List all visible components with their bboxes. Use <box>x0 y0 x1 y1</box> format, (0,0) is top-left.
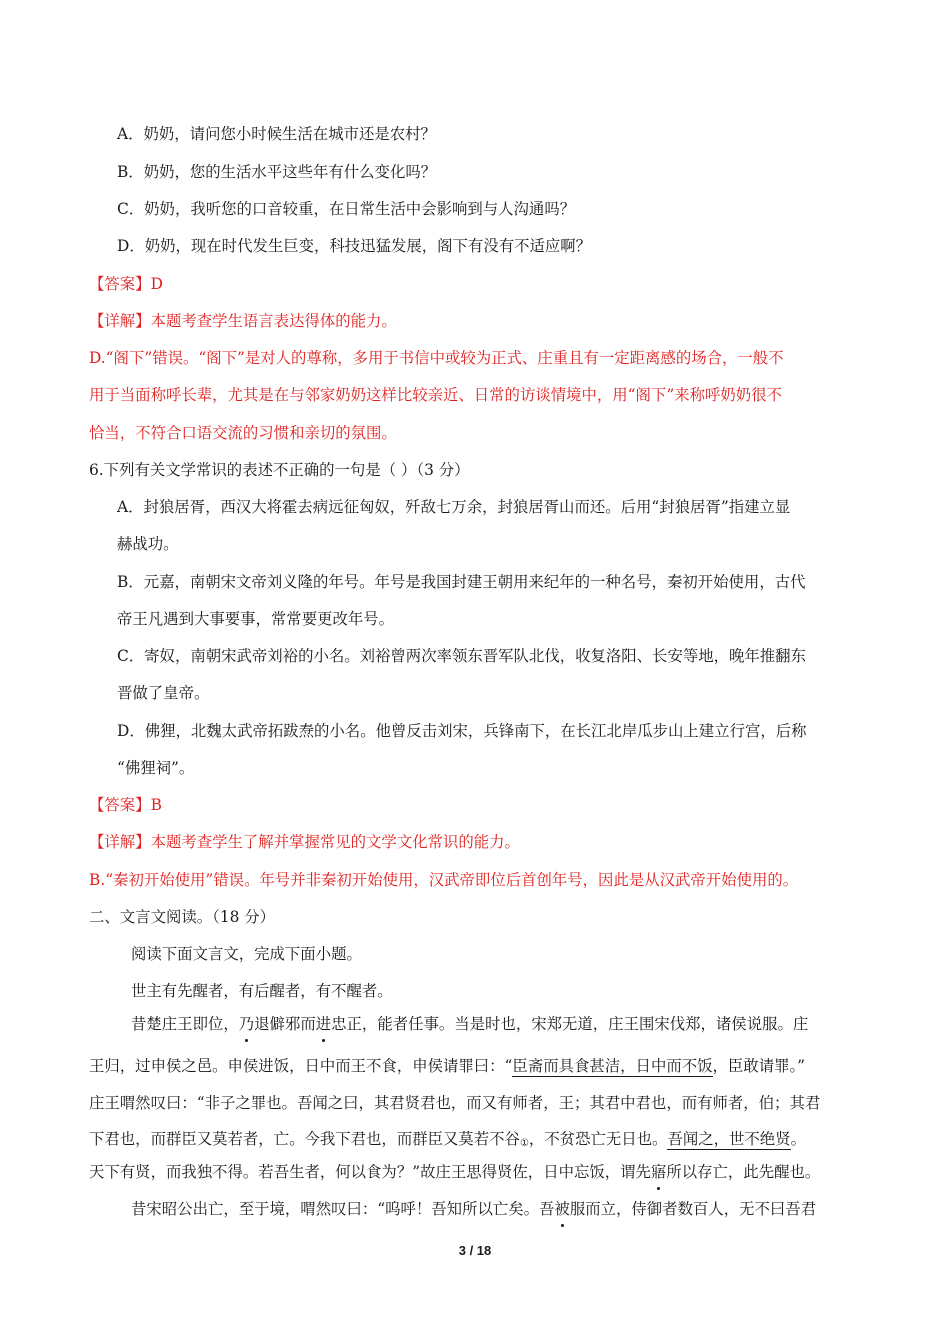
page-number: 3 / 18 <box>458 1243 492 1258</box>
q5-explanation-line-1: D.“阁下”错误。“阁下”是对人的尊称，多用于书信中或较为正式、庄重且有一定距离感的场合，一般不 <box>89 349 784 367</box>
emphasis-mark: 进 <box>315 1015 332 1033</box>
q6-explanation: B.“秦初开始使用”错误。年号并非秦初开始使用，汉武帝即位后首创年号，因此是从汉武帝开始使用的。 <box>89 871 799 889</box>
q6-option-d-line-1: D．佛狸，北魏太武帝拓跋焘的小名。他曾反击刘宋，兵锋南下，在长江北岸瓜步山上建立行宫，后称 <box>117 722 807 740</box>
q5-option-b: B．奶奶，您的生活水平这些年有什么变化吗？ <box>117 163 437 181</box>
q5-option-d: D．奶奶，现在时代发生巨变，科技迅猛发展，阁下有没有不适应啊？ <box>117 237 592 255</box>
q6-detail: 【详解】本题考查学生了解并掌握常见的文学文化常识的能力。 <box>89 833 520 851</box>
underlined-sentence: 臣斋而具食甚洁，日中而不饭 <box>512 1057 713 1075</box>
emphasis-mark: 乃 <box>238 1015 255 1033</box>
passage-p2-line-1: 昔宋昭公出亡，至于境，喟然叹曰：“呜呼！吾知所以亡矣。吾被服而立，侍御者数百人，无不曰吾君 <box>131 1200 817 1218</box>
emphasis-mark: 寤 <box>650 1163 667 1181</box>
q6-option-b-line-1: B．元嘉，南朝宋文帝刘义隆的年号。年号是我国封建王朝用来纪年的一种名号，秦初开始使用，古代 <box>117 573 806 591</box>
q6-option-d-line-2: “佛狸祠”。 <box>117 759 195 777</box>
q6-option-c-line-1: C．寄奴，南朝宋武帝刘裕的小名。刘裕曾两次率领东晋军队北伐，收复洛阳、长安等地，晚年推翻东 <box>117 647 806 665</box>
emphasis-mark: 被 <box>554 1200 570 1218</box>
q6-answer: 【答案】B <box>89 796 162 814</box>
reading-instruction: 阅读下面文言文，完成下面小题。 <box>131 945 362 963</box>
passage-p1-line-1: 昔楚庄王即位，乃退僻邪而进忠正，能者任事。当是时也，宋郑无道，庄王围宋伐郑，诸侯说服。庄 <box>131 1015 809 1033</box>
passage-title-line: 世主有先醒者，有后醒者，有不醒者。 <box>131 982 393 1000</box>
q6-option-c-line-2: 晋做了皇帝。 <box>117 684 210 702</box>
q5-option-a: A．奶奶，请问您小时候生活在城市还是农村？ <box>117 125 436 143</box>
q6-option-a-line-1: A．封狼居胥，西汉大将霍去病远征匈奴，歼敌七万余，封狼居胥山而还。后用“封狼居胥”指建立显 <box>117 498 791 516</box>
q5-explanation-line-2: 用于当面称呼长辈，尤其是在与邻家奶奶这样比较亲近、日常的访谈情境中，用“阁下”来称呼奶奶很不 <box>89 386 782 404</box>
q5-answer: 【答案】D <box>89 275 163 293</box>
underlined-sentence: 吾闻之，世不绝贤 <box>667 1130 791 1148</box>
q5-explanation-line-3: 恰当，不符合口语交流的习惯和亲切的氛围。 <box>89 424 397 442</box>
passage-p1-line-2: 王归，过申侯之邑。申侯进饭，日中而王不食，申侯请罪曰：“臣斋而具食甚洁，日中而不饭，臣敢请罪。” <box>89 1057 806 1075</box>
passage-p1-line-4: 下君也，而群臣又莫若者，亡。今我下君也，而群臣又莫若不谷①，不贫恐亡无日也。吾闻之，世不绝贤。 <box>89 1130 806 1149</box>
q5-option-c: C．奶奶，我听您的口音较重，在日常生活中会影响到与人沟通吗？ <box>117 200 576 218</box>
footnote-marker: ① <box>519 1138 529 1149</box>
q6-option-b-line-2: 帝王凡遇到大事要事，常常要更改年号。 <box>117 610 395 628</box>
passage-p1-line-5: 天下有贤，而我独不得。若吾生者，何以食为？”故庄王思得贤佐，日中忘饭，谓先寤所以存亡，此先醒也。 <box>89 1163 821 1181</box>
q6-stem: 6.下列有关文学常识的表述不正确的一句是（ ）（3 分） <box>89 461 470 479</box>
section-heading: 二、文言文阅读。（18 分） <box>89 908 276 926</box>
q6-option-a-line-2: 赫战功。 <box>117 535 179 553</box>
q5-detail: 【详解】本题考查学生语言表达得体的能力。 <box>89 312 397 330</box>
passage-p1-line-3: 庄王喟然叹曰：“非子之罪也。吾闻之曰，其君贤君也，而又有师者，王；其君中君也，而有师者，伯；其君 <box>89 1094 821 1112</box>
